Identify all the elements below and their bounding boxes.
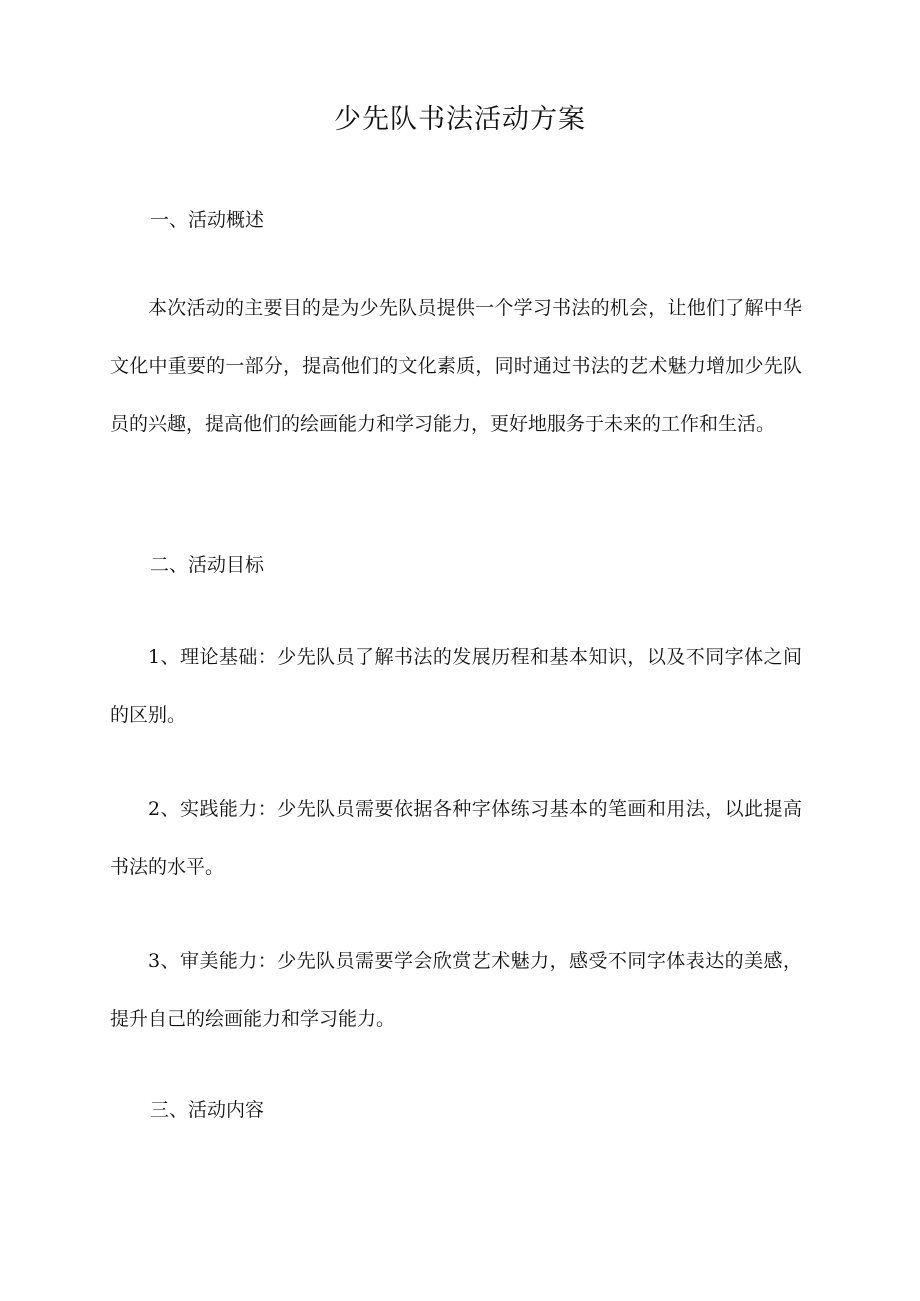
section-heading-goals: 二、活动目标 — [150, 554, 265, 576]
section-heading-content: 三、活动内容 — [150, 1099, 265, 1121]
goal-item-practice: 2、实践能力：少先队员需要依据各种字体练习基本的笔画和用法，以此提高书法的水平。 — [110, 798, 802, 878]
goal-item-theory: 1、理论基础：少先队员了解书法的发展历程和基本知识，以及不同字体之间的区别。 — [110, 646, 802, 726]
paragraph-overview: 本次活动的主要目的是为少先队员提供一个学习书法的机会，让他们了解中华文化中重要的一部分，提高他们的文化素质，同时通过书法的艺术魅力增加少先队员的兴趣，提高他们的绘画能力和学习能力，更好地服务于未来的工作和生活。 — [110, 297, 802, 435]
document-title: 少先队书法活动方案 — [334, 104, 586, 135]
section-heading-overview: 一、活动概述 — [150, 209, 265, 231]
goal-item-aesthetics: 3、审美能力：少先队员需要学会欣赏艺术魅力，感受不同字体表达的美感，提升自己的绘画能力和学习能力。 — [110, 950, 802, 1030]
